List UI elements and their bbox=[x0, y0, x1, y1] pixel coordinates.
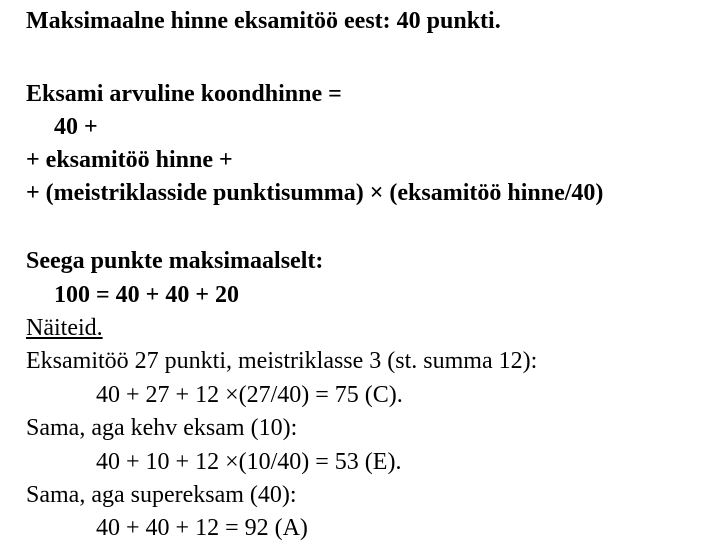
formula-term-3: + (meistriklasside punktisumma) × (eksamitöö hinne/40) bbox=[26, 180, 604, 206]
maximum-heading: Seega punkte maksimaalselt: bbox=[26, 248, 324, 274]
example-calculation: 40 + 27 + 12 ×(27/40) = 75 (C). bbox=[96, 382, 403, 408]
formula-term-2: + eksamitöö hinne + bbox=[26, 147, 233, 173]
example-description: Sama, aga supereksam (40): bbox=[26, 482, 297, 508]
example-description: Eksamitöö 27 punkti, meistriklasse 3 (st. summa 12): bbox=[26, 348, 538, 374]
max-grade-line: Maksimaalne hinne eksamitöö eest: 40 punkti. bbox=[26, 8, 501, 34]
example-calculation: 40 + 40 + 12 = 92 (A) bbox=[96, 515, 308, 541]
maximum-equation: 100 = 40 + 40 + 20 bbox=[54, 282, 240, 308]
examples-heading: Näiteid. bbox=[26, 315, 103, 341]
formula-term-1: 40 + bbox=[54, 114, 98, 140]
formula-heading: Eksami arvuline koondhinne = bbox=[26, 81, 342, 107]
example-description: Sama, aga kehv eksam (10): bbox=[26, 415, 298, 441]
example-calculation: 40 + 10 + 12 ×(10/40) = 53 (E). bbox=[96, 449, 402, 475]
